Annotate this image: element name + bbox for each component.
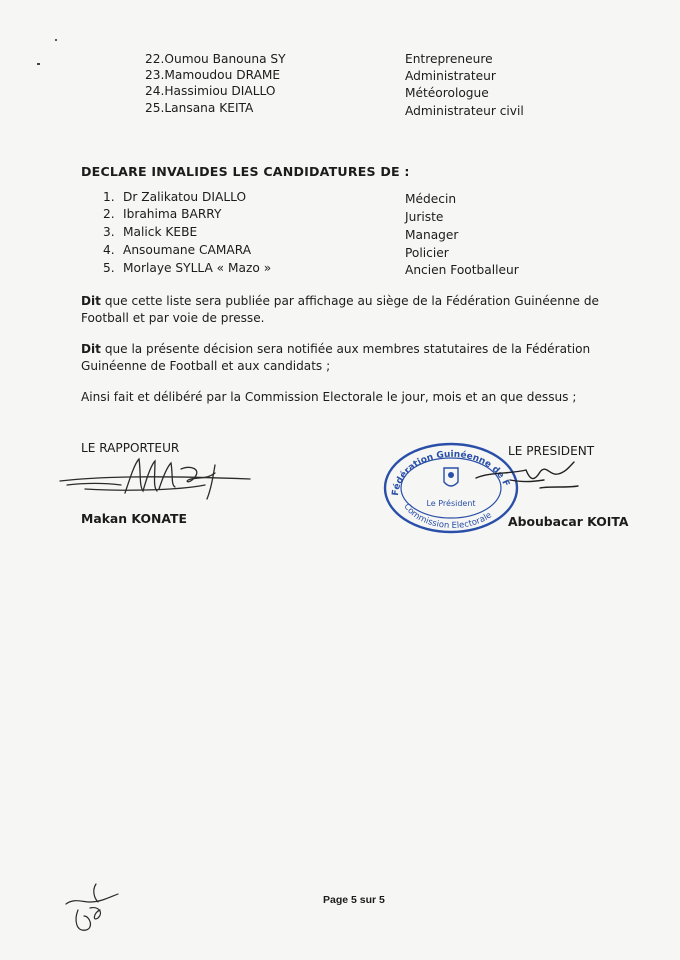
accepted-candidate-occupation: Météorologue bbox=[405, 86, 489, 100]
accepted-candidate-name: 25.Lansana KEITA bbox=[145, 101, 254, 115]
list-number: 4. bbox=[103, 243, 115, 257]
invalid-candidate-occupation: Manager bbox=[405, 228, 459, 242]
rapporteur-title: LE RAPPORTEUR bbox=[81, 441, 180, 455]
paragraph-text: Ainsi fait et délibéré par la Commission Electorale le jour, mois et an que dessus ; bbox=[81, 390, 577, 404]
paragraph-text: que cette liste sera publiée par affichage au siège de la Fédération Guinéenne de Football et par voie de presse. bbox=[81, 294, 599, 325]
closing-paragraph bbox=[81, 389, 633, 406]
stamp-bottom-text: Commission Electorale bbox=[401, 501, 494, 532]
scan-speck bbox=[37, 63, 40, 65]
paragraph-lead: Dit bbox=[81, 294, 101, 308]
invalid-candidate-occupation: Médecin bbox=[405, 192, 457, 206]
accepted-candidate-occupation: Administrateur bbox=[405, 69, 496, 83]
list-number: 2. bbox=[103, 207, 115, 221]
accepted-candidate-occupation: Entrepreneure bbox=[405, 52, 493, 66]
publication-paragraph bbox=[81, 293, 633, 327]
invalid-candidate-occupation: Juriste bbox=[405, 210, 444, 224]
invalid-candidates-heading: DECLARE INVALIDES LES CANDIDATURES DE : bbox=[81, 164, 410, 179]
accepted-candidate-name: 22.Oumou Banouna SY bbox=[145, 52, 286, 66]
president-signature bbox=[470, 458, 590, 498]
page-number: Page 5 sur 5 bbox=[323, 894, 385, 906]
initials-mark bbox=[60, 880, 130, 940]
invalid-candidate-name: Malick KEBE bbox=[123, 225, 198, 239]
stamp-center-text: Le Président bbox=[426, 499, 476, 508]
accepted-candidate-occupation: Administrateur civil bbox=[405, 104, 524, 118]
stamp-outer-text: Fédération Guinéenne de Football bbox=[372, 431, 511, 497]
list-number: 3. bbox=[103, 225, 115, 239]
invalid-candidate-occupation: Policier bbox=[405, 246, 449, 260]
paragraph-text: que la présente décision sera notifiée aux membres statutaires de la Fédération Guinéenne de Football et aux candidats ; bbox=[81, 342, 591, 373]
accepted-candidate-name: 23.Mamoudou DRAME bbox=[145, 68, 281, 82]
paragraph-lead: Dit bbox=[81, 342, 101, 356]
president-name: Aboubacar KOITA bbox=[508, 514, 629, 529]
accepted-candidate-name: 24.Hassimiou DIALLO bbox=[145, 84, 276, 98]
invalid-candidate-name: Ansoumane CAMARA bbox=[123, 243, 252, 257]
notification-paragraph bbox=[81, 341, 633, 375]
scan-speck bbox=[55, 39, 57, 41]
list-number: 5. bbox=[103, 261, 115, 275]
list-number: 1. bbox=[103, 190, 115, 204]
invalid-candidate-name: Ibrahima BARRY bbox=[123, 207, 222, 221]
invalid-candidate-name: Dr Zalikatou DIALLO bbox=[123, 190, 247, 204]
invalid-candidate-occupation: Ancien Footballeur bbox=[405, 263, 519, 277]
rapporteur-signature bbox=[55, 455, 265, 505]
president-title: LE PRESIDENT bbox=[508, 444, 595, 458]
invalid-candidate-name: Morlaye SYLLA « Mazo » bbox=[123, 261, 272, 275]
rapporteur-name: Makan KONATE bbox=[81, 511, 187, 526]
stamp-emblem-icon bbox=[444, 468, 458, 486]
